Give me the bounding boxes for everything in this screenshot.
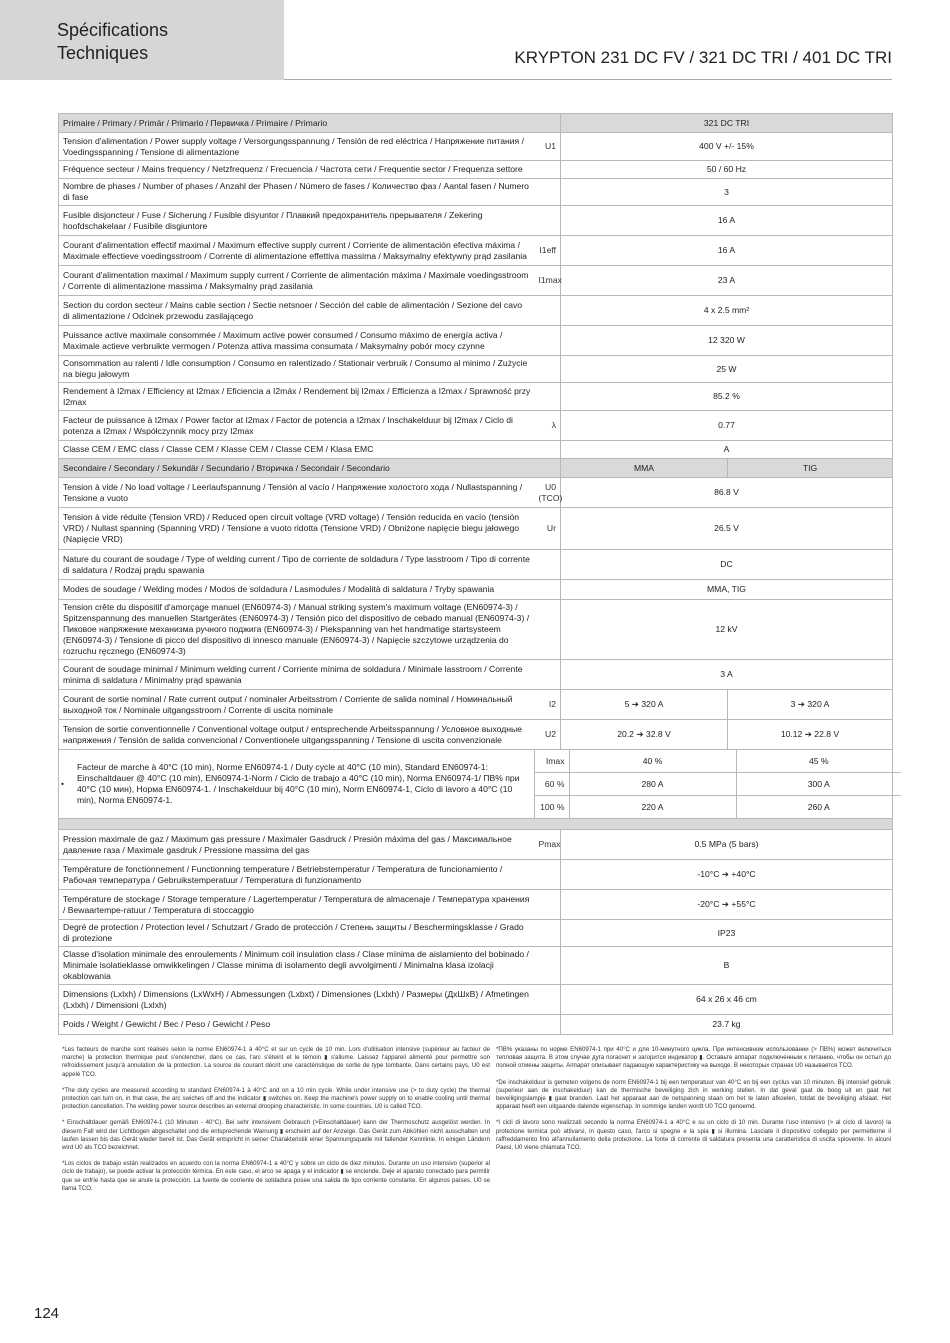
duty-cycle-table: [535, 750, 901, 818]
spec-row-split: [59, 720, 893, 750]
spec-symbol: Ur: [535, 508, 561, 550]
spec-symbol: [535, 660, 561, 690]
spec-value: MMA, TIG: [561, 580, 893, 600]
spec-row: [59, 508, 893, 550]
spec-value: IP23: [561, 920, 893, 947]
spec-label: Courant d'alimentation effectif maximal / Maximum effective supply current / Corriente de alimentación efectiva máxima / Maximale effectieve voedingsstroom / Corrente di alimentazione effettiva massima / Maksymalny efektywny prąd zasilania: [59, 236, 535, 266]
model-title: KRYPTON 231 DC FV / 321 DC TRI / 401 DC TRI: [514, 48, 892, 67]
spec-table: [58, 113, 893, 1035]
spec-row: [59, 206, 893, 236]
primary-header-label: Primaire / Primary / Primär / Primario / Первичка / Primaire / Primario: [59, 114, 561, 133]
spec-value-tig: 3 ➔ 320 A: [728, 690, 893, 720]
spec-row: [59, 441, 893, 459]
spec-label: Modes de soudage / Welding modes / Modos de soldadura / Lasmodules / Modalità di saldatura / Tryby spawania: [59, 580, 535, 600]
duty-symbol: Imax: [535, 750, 569, 773]
spec-row: [59, 920, 893, 947]
spec-label: Courant de sortie nominal / Rate current output / nominaler Arbeitsstrom / Corriente de salida nominal / Номинальный выходной ток / Nominale uitgangsstroom / Corrente di uscita nominale: [59, 690, 535, 720]
spec-row: [59, 985, 893, 1015]
spec-label: Puissance active maximale consommée / Maximum active power consumed / Consumo máximo de energía activa / Maximale actieve verbruikte vermogen / Potenza attiva massima consumata / Maksymalny pobór mocy czynne: [59, 326, 535, 356]
spec-symbol: U2: [535, 720, 561, 750]
duty-cycle-row: [59, 750, 893, 819]
spec-label: Rendement à I2max / Efficiency at I2max / Eficiencia a I2máx / Rendement bij I2max / Efficienza a I2max / Sprawność przy I2max: [59, 383, 535, 411]
spec-row: [59, 1015, 893, 1035]
spec-row: [59, 296, 893, 326]
duty-value-mma: 40 %: [569, 750, 736, 773]
spec-value: 25 W: [561, 356, 893, 383]
spec-row: [59, 179, 893, 206]
spec-symbol: [535, 161, 561, 179]
secondary-header-row: [59, 459, 893, 478]
spec-label: Tension de sortie conventionnelle / Conventional voltage output / entsprechende Arbeitsspannung / Условное выходные напряжения / Tensión de salida convencional / Conventionele uitgangsspanning / Tensione di uscita convenzionale: [59, 720, 535, 750]
spec-value: 85.2 %: [561, 383, 893, 411]
spec-label: Fusible disjoncteur / Fuse / Sicherung / Fusible disyuntor / Плавкий предохранитель прерывателя / Zekering hoofdschakelaar / Fusibile disgiuntore: [59, 206, 535, 236]
spec-symbol: I2: [535, 690, 561, 720]
spec-symbol: [535, 356, 561, 383]
spec-value: 3: [561, 179, 893, 206]
spec-value: 23.7 kg: [561, 1015, 893, 1035]
spec-symbol: [535, 296, 561, 326]
spec-row: [59, 356, 893, 383]
spec-value: DC: [561, 550, 893, 580]
duty-symbol: 100 %: [540, 801, 565, 812]
primary-header-row: [59, 114, 893, 133]
spec-value: 50 / 60 Hz: [561, 161, 893, 179]
spec-symbol: [535, 890, 561, 920]
spec-label: Température de stockage / Storage temperature / Lagertemperatur / Temperatura de almacenaje / Температура хранения / Bewaartempe-ratuur / Temperatura di stoccaggio: [59, 890, 535, 920]
spec-symbol: [535, 580, 561, 600]
duty-cycle-values: [535, 750, 893, 819]
spec-value: -20°C ➔ +55°C: [561, 890, 893, 920]
duty-cycle-label: Facteur de marche à 40°C (10 min), Norme EN60974-1 / Duty cycle at 40°C (10 min), Standard EN60974-1: Einschaltdauer @ 40°C (10 min), EN60974-1-Norm / Ciclo de trabajo a 40°C (10 min), Norma EN60974-1/ ПВ% при 40°C (10 мин), Норма EN60974-1. / Inschakelduur bij 40°C (10 min), Norm EN60974-1, Ciclo di lavoro a 40°C (10 min), Norma EN60974-1.: [77, 762, 520, 805]
spec-label: Dimensions (Lxlxh) / Dimensions (LxWxH) / Abmessungen (Lxbxt) / Dimensiones (Lxlxh) / Размеры (ДхШхВ) / Afmetingen (Lxlxh) / Dimensioni (Lxlxh): [59, 985, 535, 1015]
spacer-cell: [59, 819, 893, 830]
duty-value-tig: 300 A: [736, 773, 901, 796]
spec-symbol: [535, 860, 561, 890]
footnote-paragraph: *Les facteurs de marche sont réalisés selon la norme EN60974-1 à 40°C et sur un cycle de 10 min. Lors d'utilisation intensive (supérieur au facteur de marche) la protection thermique peut s'enclencher, dans ce cas, l'arc s'éteint et le témoin ▮ s'allume. Laissez l'appareil alimenté pour permettre son refroidissement jusqu'à annulation de la protection. La source de courant décrit une caractéristique de sortie de type tombante. Dans certains pays, U0 est appelé TCO.: [62, 1046, 490, 1078]
page-title-line-1: Spécifications: [57, 20, 169, 40]
spec-value: -10°C ➔ +40°C: [561, 860, 893, 890]
spec-symbol: [535, 1015, 561, 1035]
spec-label: Consommation au ralenti / Idle consumption / Consumo en ralentizado / Stationair verbruik / Consumo al minimo / Zużycie na biegu jałowym: [59, 356, 535, 383]
spec-label: Tension crête du dispositif d'amorçage manuel (EN60974-3) / Manual striking system's maximum voltage (EN60974-3) / Spitzenspannung des manuellen Startgerätes (EN60974-3) / Tensión pico del dispositivo de cebado manual (EN60974-3) / Пиковое напряжение механизма ручного поджига (EN60974-3) / Piekspanning van het handmatige startsysteem (EN60974-3) / Tensione di picco del dispositivo di innesco manuale (EN60974-3) / Napięcie szczytowe urządzenia do rozruchu ręcznego (EN60974-3): [59, 600, 535, 660]
spec-label: Courant d'alimentation maximal / Maximum supply current / Corriente de alimentación máxima / Maximale voedingsstroom / Corrente di alimentazione massima / Maksymalny prąd zasilania: [59, 266, 535, 296]
spec-label: Nature du courant de soudage / Type of welding current / Tipo de corriente de soldadura / Type lasstroom / Tipo di corrente di saldatura / Rodzaj prądu spawania: [59, 550, 535, 580]
spec-symbol: U1: [535, 133, 561, 161]
spec-row: [59, 326, 893, 356]
spec-label: Facteur de puissance à I2max / Power factor at I2max / Factor de potencia a I2max / Inschakelduur bij I2max / Ciclo di potenza a I2max / Współczynnik mocy przy I2max: [59, 411, 535, 441]
page-title: [57, 19, 168, 65]
spec-label: Température de fonctionnement / Functionning temperature / Betriebstemperatur / Temperatura de funcionamiento / Рабочая температура / Gebruikstemperatuur / Temperatura di funzionamento: [59, 860, 535, 890]
footnote-paragraph: *Los ciclos de trabajo están realizados en acuerdo con la norma EN60974-1 a 40°C y sobre un ciclo de diez minutos. Durante un uso intensivo (superior al ciclo de trabajo), se puede activar la protección térmica. En este caso, el arco se apaga y el indicador ▮ se enciende. Deje el aparato conectado para permitir que se enfríe hasta que se anule la protección. La fuente de corriente de soldadura posee una salida de tipo corriente constante. En algunos países, U0 se llama TCO.: [62, 1160, 490, 1192]
spec-symbol: [535, 179, 561, 206]
spec-value: 400 V +/- 15%: [561, 133, 893, 161]
spec-value-tig: 10.12 ➔ 22.8 V: [728, 720, 893, 750]
spec-row: [59, 161, 893, 179]
spec-label: Classe CEM / EMC class / Classe CEM / Klasse CEM / Classe CEM / Klasa EMC: [59, 441, 535, 459]
spec-label: Classe d'isolation minimale des enroulements / Minimum coil insulation class / Clase mínima de aislamiento del bobinado / Minimale isolatieklasse omwikkelingen / Classe minima di isolamento degli avvolgimenti / Minimalna klasa izolacji okablowania: [59, 947, 535, 985]
spec-label: Degré de protection / Protection level / Schutzart / Grado de protección / Степень защиты / Beschermingsklasse / Grado di protezione: [59, 920, 535, 947]
spec-symbol: U0 (TCO): [535, 478, 561, 508]
spec-label: Pression maximale de gaz / Maximum gas pressure / Maximaler Gasdruck / Presión máxima del gas / Максимальное давление газа / Maximale gasdruk / Pressione massima del gas: [59, 830, 535, 860]
spec-label: Nombre de phases / Number of phases / Anzahl der Phasen / Número de fases / Количество фаз / Aantal fasen / Numero di fase: [59, 179, 535, 206]
spec-value: 64 x 26 x 46 cm: [561, 985, 893, 1015]
spec-value: 23 A: [561, 266, 893, 296]
page-title-line-2: Techniques: [57, 43, 149, 63]
spec-row: [59, 947, 893, 985]
duty-cycle-subrow: [535, 796, 901, 819]
spec-label: Fréquence secteur / Mains frequency / Netzfrequenz / Frecuencia / Частота сети / Frequentie sector / Frequenza settore: [59, 161, 535, 179]
duty-cycle-marker: •: [61, 778, 65, 789]
footnote-paragraph: *ПВ% указаны по норме EN60974-1 при 40°C и для 10-минутного цикла. При интенсивном использовании (> ПВ%) может включиться тепловая защита. В этом случае дуга погаснет и загорится индикатор ▮. Оставьте аппарат подключенным к питанию, чтобы он остыл до полной отмены защиты. Аппарат описывает падающую характеристику на выходе. В некоторых странах U0 называется TCO.: [496, 1046, 891, 1070]
spec-value: 0.77: [561, 411, 893, 441]
duty-value-mma: 220 A: [569, 796, 736, 819]
primary-header-value: 321 DC TRI: [561, 114, 893, 133]
spec-row: [59, 411, 893, 441]
spec-row: [59, 890, 893, 920]
duty-value-mma: 280 A: [569, 773, 736, 796]
spec-row-split: [59, 690, 893, 720]
spec-symbol: [535, 600, 561, 660]
spec-symbol: [535, 550, 561, 580]
spec-row: [59, 860, 893, 890]
spec-label: Section du cordon secteur / Mains cable section / Sectie netsnoer / Sección del cable de alimentación / Sezione del cavo di alimentazione / Odcinek przewodu zasilającego: [59, 296, 535, 326]
spec-symbol: [535, 383, 561, 411]
spec-value: 12 kV: [561, 600, 893, 660]
spec-value: 0.5 MPa (5 bars): [561, 830, 893, 860]
duty-cycle-subrow: [535, 750, 901, 773]
spec-symbol: [535, 920, 561, 947]
spec-symbol: [535, 985, 561, 1015]
duty-value-tig: 260 A: [807, 801, 830, 812]
spec-value: 3 A: [561, 660, 893, 690]
footnotes-left: [62, 1046, 490, 1201]
spec-row: [59, 830, 893, 860]
duty-value-tig: 45 %: [736, 750, 901, 773]
spec-value: 12 320 W: [561, 326, 893, 356]
spec-label: Tension à vide / No load voltage / Leerlaufspannung / Tensión al vacío / Напряжение холостого хода / Nullastspanning / Tensione a vuoto: [59, 478, 535, 508]
spec-symbol: I1eff: [535, 236, 561, 266]
spec-value: 16 A: [561, 236, 893, 266]
duty-cycle-label-cell: [59, 750, 535, 819]
secondary-header-mma: MMA: [561, 459, 728, 478]
spec-row: [59, 600, 893, 660]
spec-symbol: [535, 326, 561, 356]
header-divider: [284, 79, 892, 80]
spec-row: [59, 266, 893, 296]
spec-label: Tension à vide réduite (Tension VRD) / Reduced open circuit voltage (VRD voltage) / Tensión reducida en vacío (tensión VRD) / Nullast spanning (Spanning VRD) / Tensione a vuoto ridotta (Tensione VRD) / Obniżone napięcie biegu jałowego (Napięcie VRD): [59, 508, 535, 550]
spec-label: Courant de soudage minimal / Minimum welding current / Corriente mínima de soldadura / Minimale lasstroom / Corrente minima di saldatura / Minimalny prąd spawania: [59, 660, 535, 690]
spec-row: [59, 383, 893, 411]
spec-value: A: [561, 441, 893, 459]
spec-row: [59, 580, 893, 600]
spec-value: B: [561, 947, 893, 985]
spec-row: [59, 660, 893, 690]
spec-row: [59, 550, 893, 580]
footnote-paragraph: *I cicli di lavoro sono realizzati secondo la norma EN60974-1 a 40°C e su un ciclo di 10 min. Durante l'uso intensivo (> al ciclo di lavoro) la protezione termica può attivarsi, in questo caso, l'arco si spegne e la spia ▮ si illumina. Lasciate il dispositivo collegato per permetterne il raffreddamento fino all'annullamento della protezione. La fonte di corrente di saldatura presenta una caratteristica di uscita spiovente. In alcuni Paesi, U0 viene chiamata TCO.: [496, 1119, 891, 1152]
spec-value: 26.5 V: [561, 508, 893, 550]
spec-symbol: [535, 206, 561, 236]
duty-cycle-subrow: [535, 773, 901, 796]
footnotes-right: [496, 1046, 891, 1160]
spec-symbol: I1max: [535, 266, 561, 296]
spec-value: 86.8 V: [561, 478, 893, 508]
spec-symbol: λ: [535, 411, 561, 441]
spec-symbol: Pmax: [535, 830, 561, 860]
spec-label: Tension d'alimentation / Power supply voltage / Versorgungsspannung / Tensión de red eléctrica / Напряжение питания / Voedingsspanning / Tensione di alimentazione: [59, 133, 535, 161]
spacer-row: [59, 819, 893, 830]
spec-value-mma: 5 ➔ 320 A: [561, 690, 728, 720]
spec-row: [59, 133, 893, 161]
footnote-paragraph: * Einschaltdauer gemäß EN60974-1 (10 Minuten - 40°C). Bei sehr intensivem Gebrauch (>Einschaltdauer) kann der Thermoschutz ausgelöst werden. In diesem Fall wird der Lichtbogen abgeschaltet und die entsprechende Warnung ▮ erscheint auf der Anzeige. Das Gerät zum Abkühlen nicht ausschalten und laufen lassen bis das Gerät wieder bereit ist. Das Gerät entspricht in seiner Charakteristik einer Spannungsquelle mit fallender Kennlinie. In einigen Ländern wird U0 als TCO bezeichnet.: [62, 1119, 490, 1152]
spec-symbol: [535, 441, 561, 459]
duty-symbol: 60 %: [535, 773, 569, 796]
footnote-paragraph: *De inschakelduur is gemeten volgens de norm EN60974-1 bij een temperatuur van 40°C en bij een cyclus van 10 minuten. Bij intensief gebruik (superieur aan de inschakelduur) kan de thermische beveiliging zich in werking stellen. In dat geval gaat de boog uit en gaat het beveiligingslampje ▮ gaat branden. Laat het apparaat aan de netspanning staan om het te laten afkoelen, totdat de beveiliging afslaat. Het apparaat heeft een uitgaande dalende eigenschap. In sommige landen wordt U0 TCO genoemd.: [496, 1078, 891, 1111]
spec-row: [59, 236, 893, 266]
footnote-paragraph: *The duty cycles are measured according to standard EN60974-1 à 40°C and on a 10 min cycle. While under intensive use (> to duty cycle) the thermal protection can turn on, in that case, the arc swiches off and the indicator ▮ switches on. Keep the machine's power supply on to enable cooling until thermal protection cancellation. The welding power source describes an external drooping characteristic. In some countries, U0 is called TCO.: [62, 1086, 490, 1111]
secondary-header-tig: TIG: [728, 459, 893, 478]
spec-row: [59, 478, 893, 508]
spec-value: 4 x 2.5 mm²: [561, 296, 893, 326]
spec-symbol: [535, 947, 561, 985]
spec-value: 16 A: [561, 206, 893, 236]
spec-label: Poids / Weight / Gewicht / Bec / Peso / Gewicht / Peso: [59, 1015, 535, 1035]
secondary-header-label: Secondaire / Secondary / Sekundär / Secundario / Вторичка / Secondair / Secondario: [59, 459, 561, 478]
page-number: 124: [34, 1305, 60, 1322]
spec-value-mma: 20.2 ➔ 32.8 V: [561, 720, 728, 750]
